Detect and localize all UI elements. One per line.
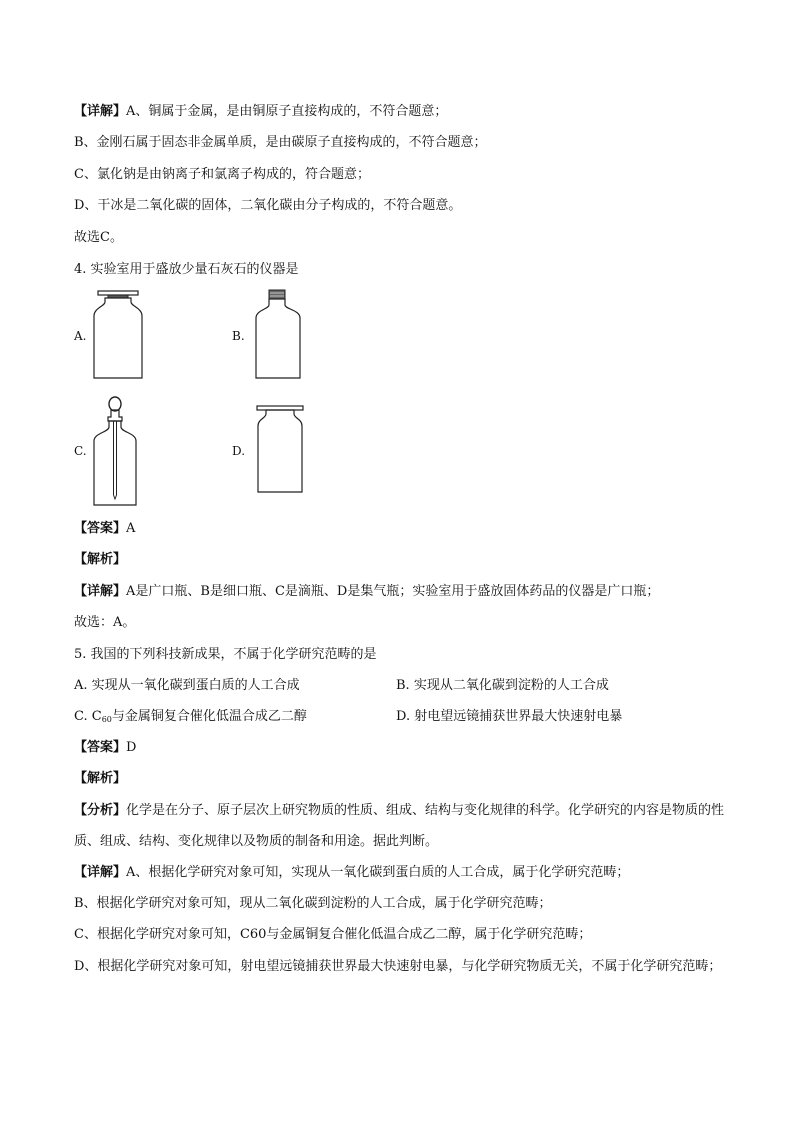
q4-question: 4. 实验室用于盛放少量石灰石的仪器是 xyxy=(74,262,299,277)
q5-option-b: B. 实现从二氧化碳到淀粉的人工合成 xyxy=(396,678,609,693)
q5-detail-d: D、根据化学研究对象可知，射电望远镜捕获世界最大快速射电暴，与化学研究物质无关，不属于化学研究范畴； xyxy=(74,959,722,974)
q5-analysis-tag: 【解析】 xyxy=(74,771,127,786)
q4-option-a-label: A. xyxy=(74,329,87,343)
q4-analysis-tag: 【解析】 xyxy=(74,552,127,567)
q5-analysis: 【分析】化学是在分子、原子层次上研究物质的性质、组成、结构与变化规律的科学。化学研究的内容是物质的性质、组成、结构、变化规律以及物质的制备和用途。据此判断。 xyxy=(74,803,725,849)
q5-option-d: D. 射电望远镜捕获世界最大快速射电暴 xyxy=(396,709,623,724)
q3-detail-d: D、干冰是二氧化碳的固体，二氧化碳由分子构成的，不符合题意。 xyxy=(74,198,462,213)
gas-collecting-bottle-icon xyxy=(254,404,306,496)
q3-detail-b: B、金刚石属于固态非金属单质，是由碳原子直接构成的，不符合题意； xyxy=(74,135,487,150)
q5-detail-c: C、根据化学研究对象可知，C60与金属铜复合催化低温合成乙二醇，属于化学研究范畴； xyxy=(74,927,592,942)
q3-detail-c: C、氯化钠是由钠离子和氯离子构成的，符合题意； xyxy=(74,167,370,182)
q4-detail: 【详解】A是广口瓶、B是细口瓶、C是滴瓶、D是集气瓶；实验室用于盛放固体药品的仪器是广口瓶； xyxy=(74,584,660,599)
q3-choice: 故选C。 xyxy=(74,230,123,245)
narrow-mouth-bottle-icon xyxy=(252,288,304,382)
q4-option-c-label: C. xyxy=(74,444,87,458)
q4-answer: 【答案】A xyxy=(74,521,136,536)
detail-tag: 【详解】 xyxy=(74,104,127,119)
q4-option-d-label: D. xyxy=(232,444,246,458)
q4-choice: 故选：A。 xyxy=(74,615,136,630)
q5-detail-b: B、根据化学研究对象可知，现从二氧化碳到淀粉的人工合成，属于化学研究范畴； xyxy=(74,896,552,911)
wide-mouth-bottle-icon xyxy=(90,290,146,382)
q5-question: 5. 我国的下列科技新成果，不属于化学研究范畴的是 xyxy=(74,647,377,662)
dropper-bottle-icon xyxy=(92,395,138,509)
q3-detail-a: 【详解】A、铜属于金属，是由铜原子直接构成的，不符合题意； xyxy=(74,104,448,119)
q5-option-c: C. $C_{60}$与金属铜复合催化低温合成乙二醇 xyxy=(74,709,307,724)
q4-option-b-label: B. xyxy=(232,329,245,343)
q5-detail-a: 【详解】A、根据化学研究对象可知，实现从一氧化碳到蛋白质的人工合成，属于化学研究范畴； xyxy=(74,865,630,880)
q5-option-a: A. 实现从一氧化碳到蛋白质的人工合成 xyxy=(74,678,300,693)
q5-answer: 【答案】D xyxy=(74,740,137,755)
